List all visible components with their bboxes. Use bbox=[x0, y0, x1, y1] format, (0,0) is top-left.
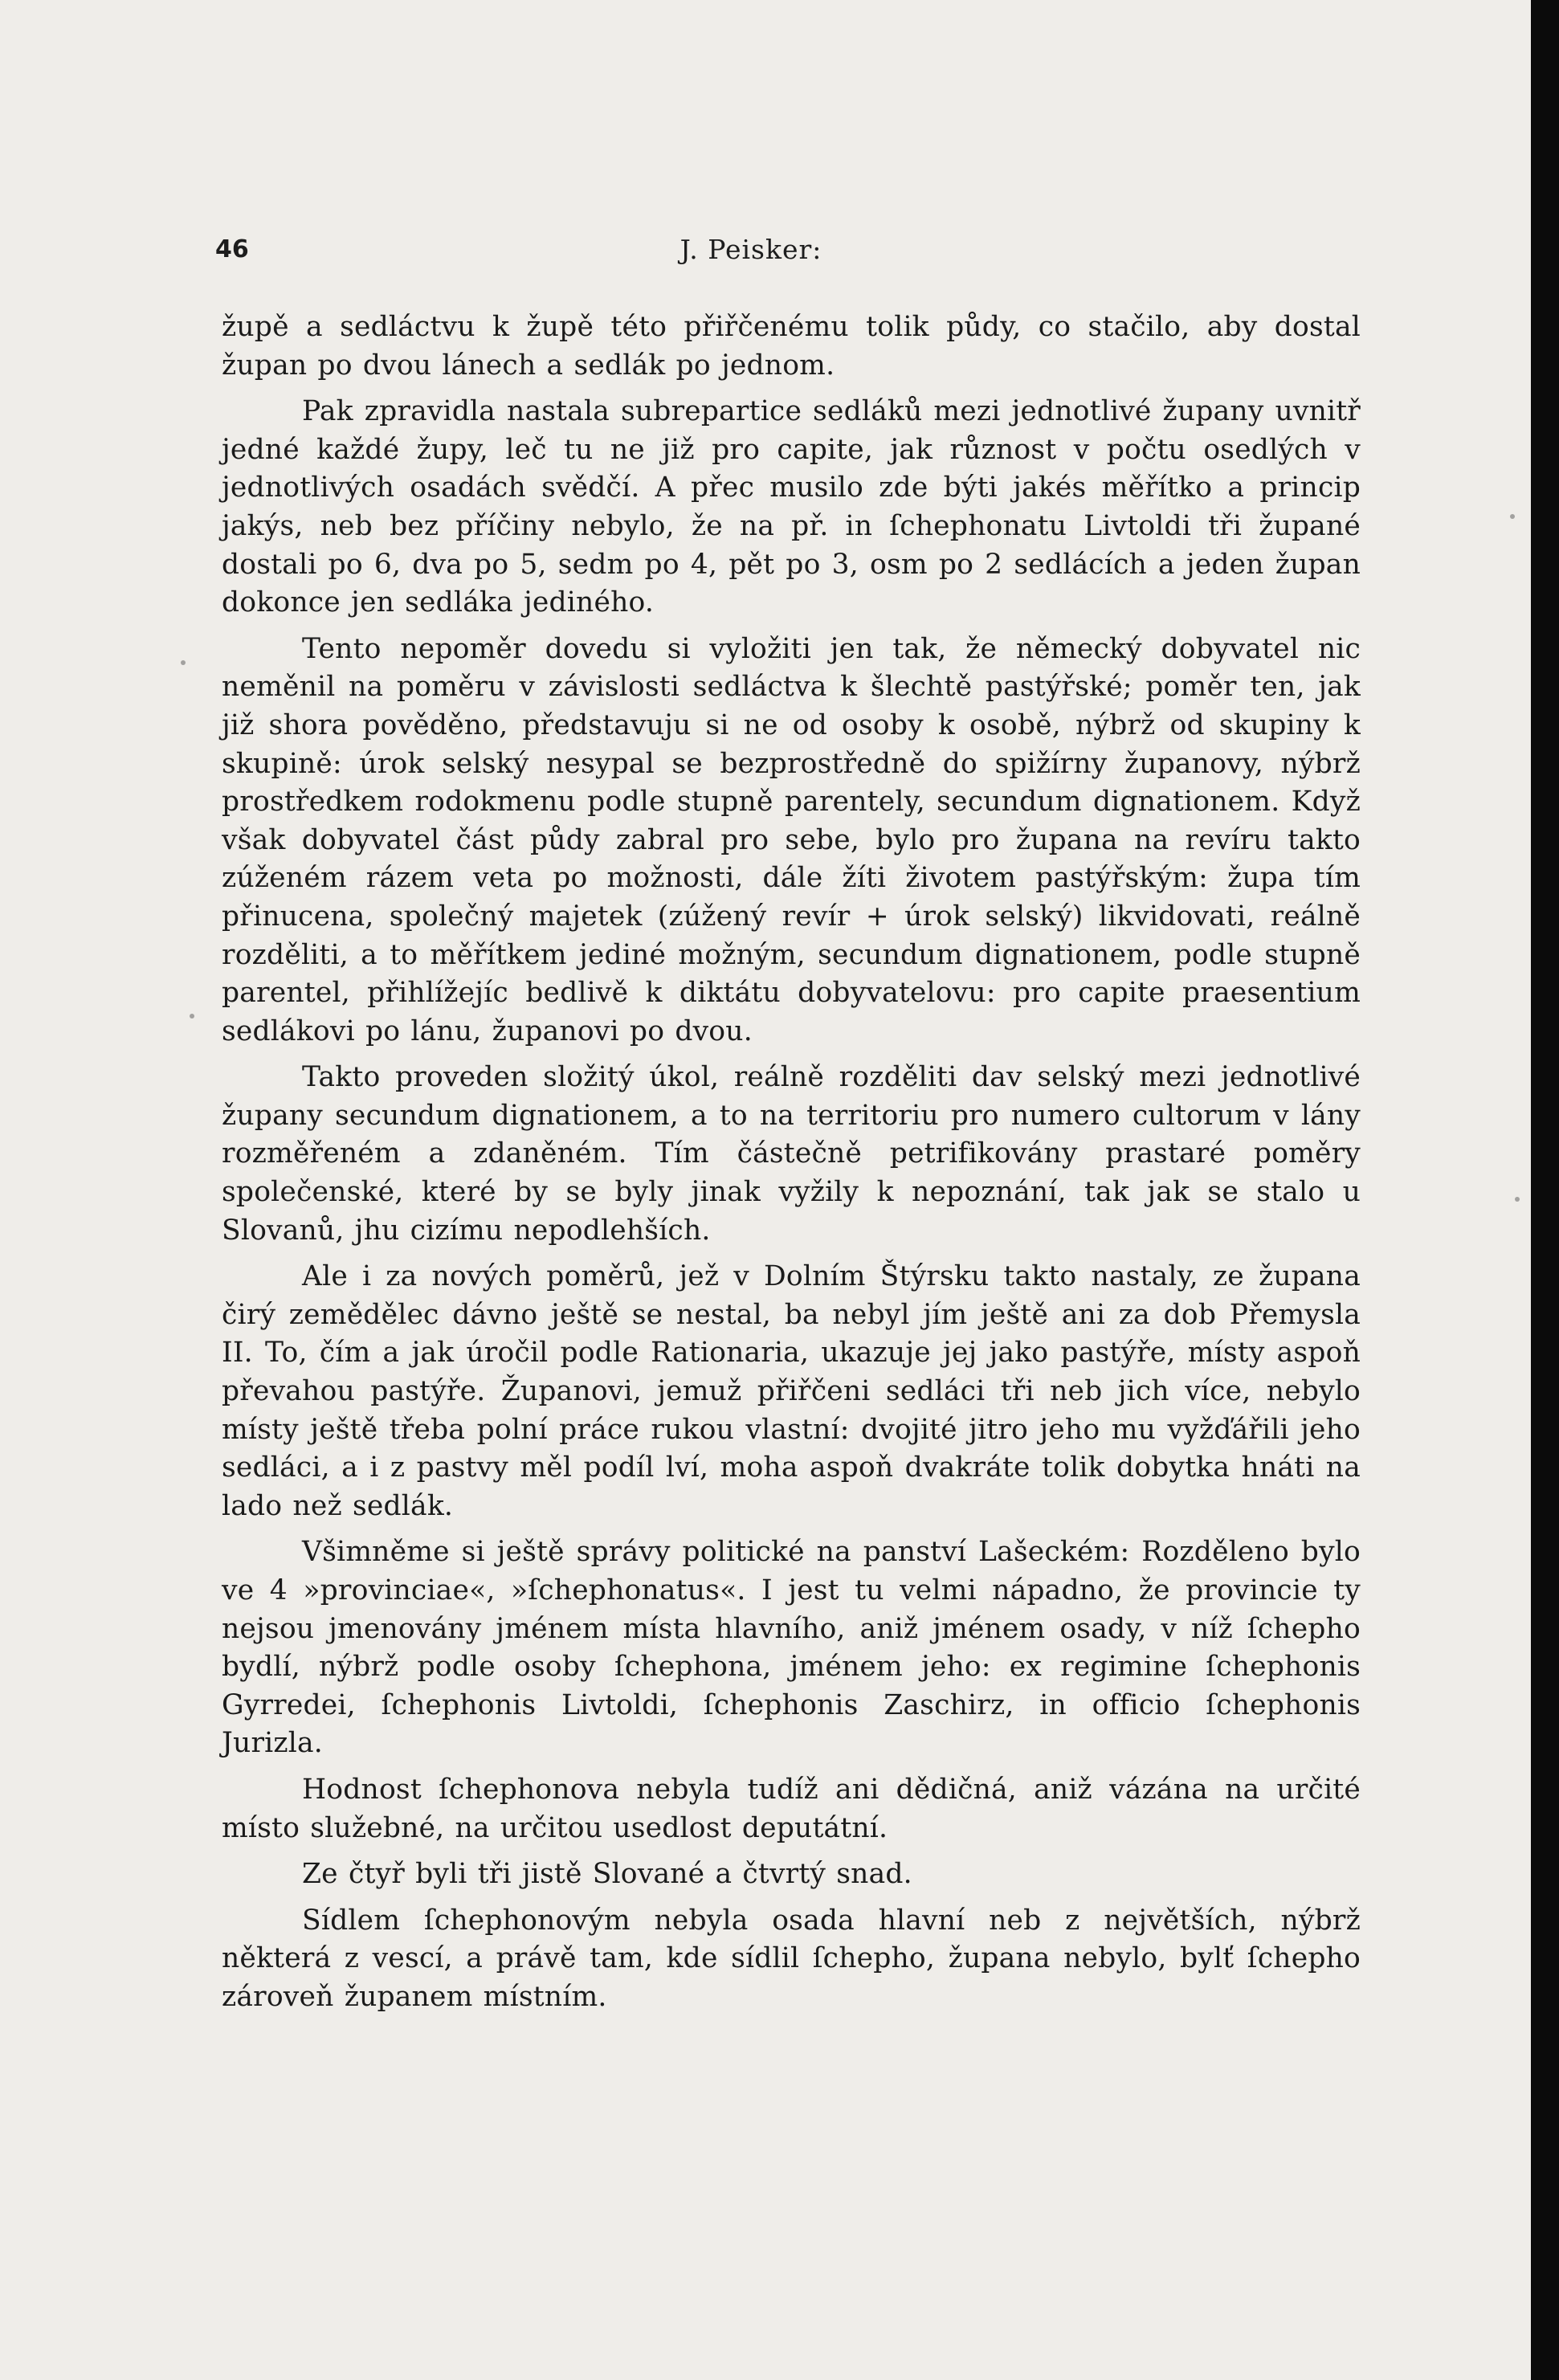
dust-speck bbox=[190, 1014, 194, 1019]
paragraph: Sídlem ſchephonovým nebyla osada hlavní neb z největších, nýbrž některá z vescí, a právě tam, kde sídlil ſchepho, župana nebylo, bylť ſchepho zároveň županem místním. bbox=[222, 1904, 1361, 2013]
paragraph: Pak zpravidla nastala subrepartice sedláků mezi jednotlivé župany uvnitř jedné každé župy, leč tu ne již pro capite, jak různost v počtu osedlých v jednotlivých osadách svědčí. A přec musilo zde býti jakés měřítko a princip jakýs, neb bez příčiny nebylo, že na př. in ſchephonatu Livtoldi tři župané dostali po 6, dva po 5, sedm po 4, pět po 3, osm po 2 sedlácích a jeden župan dokonce jen sedláka jediného. bbox=[222, 395, 1361, 619]
paragraph: Tento nepoměr dovedu si vyložiti jen tak, že německý dobyvatel nic neměnil na poměru v závislosti sedláctva k šlechtě pastýřské; poměr ten, jak již shora pověděno, představuju si ne od osoby k osobě, nýbrž od skupiny k skupině: úrok selský nesypal se bezprostředně do spižírny županovy, nýbrž prostředkem rodokmenu podle stupně parentely, secundum dignationem. Když však dobyvatel část půdy zabral pro sebe, bylo pro župana na revíru takto zúženém rázem veta po možnosti, dále žíti životem pastýřským: župa tím přinucena, společný majetek (zúžený revír + úrok selský) likvidovati, reálně rozděliti, a to měřítkem jediné možným, secundum dignationem, podle stupně parentel, přihlížejíc bedlivě k diktátu dobyvatelovu: pro capite praesentium sedlákovi po lánu, županovi po dvou. bbox=[222, 632, 1361, 1047]
dust-speck bbox=[1510, 514, 1515, 519]
dust-speck bbox=[181, 660, 186, 665]
dust-speck bbox=[1515, 1197, 1520, 1202]
body-text bbox=[222, 308, 1361, 2017]
paragraph: Hodnost ſchephonova nebyla tudíž ani dědičná, aniž vázána na určité místo služebné, na určitou usedlost deputátní. bbox=[222, 1773, 1361, 1844]
running-head: J. Peisker: bbox=[680, 234, 822, 265]
paragraph: župě a sedláctvu k župě této přiřčenému tolik půdy, co stačilo, aby dostal župan po dvou lánech a sedlák po jednom. bbox=[222, 311, 1361, 382]
paragraph: Takto proveden složitý úkol, reálně rozděliti dav selský mezi jednotlivé župany secundum dignationem, a to na territoriu pro numero cultorum v lány rozměřeném a zdaněném. Tím částečně petrifikovány prastaré poměry společenské, které by se byly jinak vyžily k nepoznání, tak jak se stalo u Slovanů, jhu cizímu nepodlehších. bbox=[222, 1061, 1361, 1247]
paragraph: Všimněme si ještě správy politické na panství Lašeckém: Rozděleno bylo ve 4 »provinciae«, »ſchephonatus«. I jest tu velmi nápadno, že provincie ty nejsou jmenovány jménem místa hlavního, aniž jménem osady, v níž ſchepho bydlí, nýbrž podle osoby ſchephona, jménem jeho: ex regimine ſchephonis Gyrredei, ſchephonis Livtoldi, ſchephonis Zaschirz, in officio ſchephonis Jurizla. bbox=[222, 1536, 1361, 1760]
paragraph: Ale i za nových poměrů, jež v Dolním Štýrsku takto nastaly, ze župana čirý zemědělec dávno ještě se nestal, ba nebyl jím ještě ani za dob Přemysla II. To, čím a jak úročil podle Rationaria, ukazuje jej jako pastýře, místy aspoň převahou pastýře. Županovi, jemuž přiřčeni sedláci tři neb jich více, nebylo místy ještě třeba polní práce rukou vlastní: dvojité jitro jeho mu vyžďářili jeho sedláci, a i z pastvy měl podíl lví, moha aspoň dvakráte tolik dobytka hnáti na lado než sedlák. bbox=[222, 1260, 1361, 1522]
page-number: 46 bbox=[215, 235, 249, 263]
page-header bbox=[0, 229, 1531, 277]
paragraph: Ze čtyř byli tři jistě Slované a čtvrtý snad. bbox=[302, 1858, 912, 1891]
scan-border bbox=[1531, 0, 1559, 2380]
